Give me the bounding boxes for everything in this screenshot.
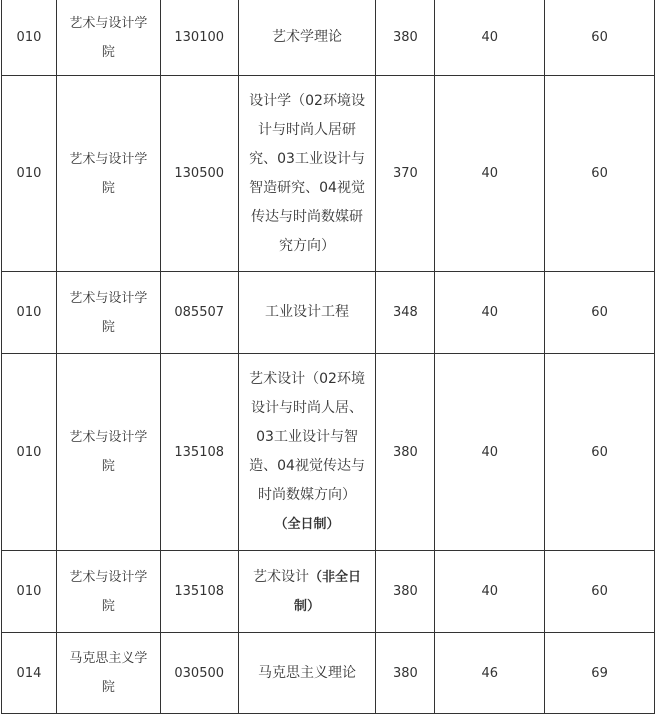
- study-mode-note: （全日制）: [274, 517, 340, 532]
- score-table: [1, 0, 655, 714]
- total-score-cell: 348: [376, 272, 435, 354]
- major-code-cell: 130500: [160, 76, 238, 272]
- single-subject-score-cell: 40: [435, 354, 545, 551]
- major-name-line: 设计与时尚人居、: [251, 400, 364, 416]
- single-subject-score-cell: 60: [545, 551, 655, 633]
- single-subject-score-cell: 60: [545, 272, 655, 354]
- college-name-cell: [56, 633, 160, 714]
- college-name-line: 艺术与设计学: [69, 151, 148, 167]
- major-name-cell: [238, 0, 376, 76]
- single-subject-score-cell: 40: [435, 272, 545, 354]
- college-code-cell: 010: [2, 551, 57, 633]
- college-name-line: 艺术与设计学: [69, 430, 148, 445]
- table-row: [2, 272, 655, 354]
- college-name-cell: [56, 0, 160, 76]
- table-row: [2, 354, 655, 551]
- college-name-line: 马克思主义学: [69, 651, 148, 666]
- major-name-line: 设计学（02环境设: [249, 92, 365, 109]
- total-score-cell: 370: [376, 76, 435, 272]
- college-name-line: 院: [101, 319, 115, 335]
- single-subject-score-cell: 60: [545, 354, 655, 551]
- single-subject-score-cell: 60: [545, 76, 655, 272]
- major-name-text: 艺术设计: [253, 568, 310, 585]
- study-mode-note: （非全日: [309, 569, 362, 585]
- major-name-line: 艺术设计（02环境: [249, 371, 365, 387]
- college-code-cell: 010: [2, 354, 57, 551]
- college-name-line: 艺术与设计学: [69, 290, 148, 306]
- major-name-cell: [238, 551, 376, 633]
- major-code-cell: 135108: [160, 354, 238, 551]
- major-name-line: 马克思主义理论: [258, 664, 357, 681]
- total-score-cell: 380: [376, 354, 435, 551]
- single-subject-score-cell: 60: [545, 0, 655, 76]
- major-name-cell: [238, 633, 376, 714]
- major-name-line: 传达与时尚数媒研: [251, 208, 364, 225]
- college-name-line: 院: [101, 598, 115, 614]
- total-score-cell: 380: [376, 551, 435, 633]
- major-name-line: 工业设计工程: [265, 304, 350, 320]
- major-name-line: 究、03工业设计与: [249, 150, 365, 167]
- major-name-line: 03工业设计与智: [256, 429, 358, 445]
- college-name-cell: [56, 354, 160, 551]
- college-name-cell: [56, 76, 160, 272]
- major-name-cell: [238, 272, 376, 354]
- single-subject-score-cell: 46: [435, 633, 545, 714]
- college-code-cell: 010: [2, 272, 57, 354]
- single-subject-score-cell: 40: [435, 551, 545, 633]
- major-name-line: 造、04视觉传达与: [249, 458, 365, 474]
- major-name-line: [239, 563, 376, 592]
- college-name-line: 艺术与设计学: [69, 15, 148, 31]
- college-code-cell: 010: [2, 0, 57, 76]
- major-name-line: 艺术学理论: [272, 29, 343, 45]
- study-mode-note: 制）: [294, 598, 321, 614]
- college-code-cell: 014: [2, 633, 57, 714]
- table-row: [2, 76, 655, 272]
- major-code-cell: 030500: [160, 633, 238, 714]
- table-row: [2, 633, 655, 714]
- college-name-line: 艺术与设计学: [69, 569, 148, 585]
- table-row: [2, 551, 655, 633]
- major-code-cell: 085507: [160, 272, 238, 354]
- table-body: [2, 0, 655, 714]
- major-code-cell: 130100: [160, 0, 238, 76]
- college-name-line: 院: [101, 44, 115, 60]
- single-subject-score-cell: 40: [435, 76, 545, 272]
- major-name-line: 智造研究、04视觉: [249, 179, 365, 196]
- major-code-cell: 135108: [160, 551, 238, 633]
- college-name-cell: [56, 551, 160, 633]
- total-score-cell: 380: [376, 0, 435, 76]
- college-code-cell: 010: [2, 76, 57, 272]
- college-name-cell: [56, 272, 160, 354]
- table-row: [2, 0, 655, 76]
- single-subject-score-cell: 69: [545, 633, 655, 714]
- college-name-line: 院: [101, 180, 115, 196]
- single-subject-score-cell: 40: [435, 0, 545, 76]
- college-name-line: 院: [101, 459, 115, 474]
- major-name-cell: [238, 76, 376, 272]
- major-name-line: 究方向）: [279, 237, 336, 254]
- major-name-line: 时尚数媒方向）: [258, 487, 357, 503]
- total-score-cell: 380: [376, 633, 435, 714]
- major-name-cell: [238, 354, 376, 551]
- major-name-line: 计与时尚人居研: [258, 121, 357, 138]
- college-name-line: 院: [101, 680, 115, 695]
